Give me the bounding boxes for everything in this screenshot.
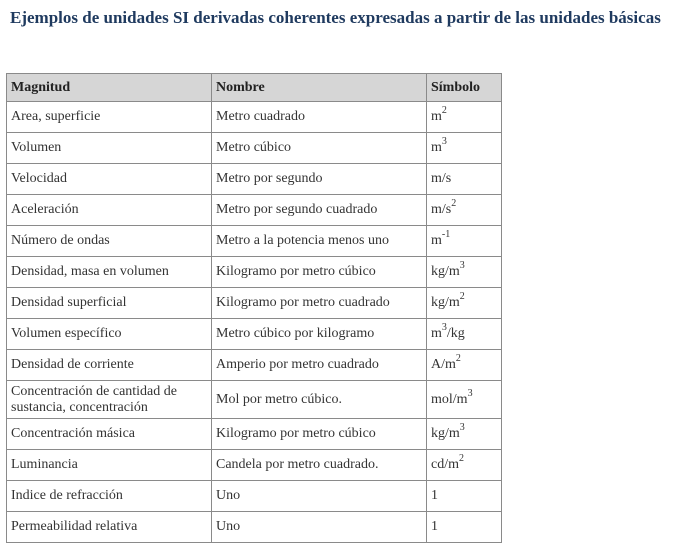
symbol-base: kg/m bbox=[431, 295, 460, 310]
symbol-exponent: 2 bbox=[451, 198, 457, 210]
table-header-row bbox=[7, 74, 502, 102]
table-row bbox=[7, 133, 502, 164]
cell-nombre: Candela por metro cuadrado. bbox=[212, 450, 427, 481]
symbol-base: kg/m bbox=[431, 426, 460, 441]
cell-magnitud: Densidad superficial bbox=[7, 288, 212, 319]
cell-nombre: Mol por metro cúbico. bbox=[212, 381, 427, 419]
cell-simbolo bbox=[427, 226, 502, 257]
symbol-exponent: 3 bbox=[459, 260, 465, 272]
symbol-exponent: 2 bbox=[459, 453, 464, 465]
cell-nombre: Metro a la potencia menos uno bbox=[212, 226, 427, 257]
cell-simbolo bbox=[427, 195, 502, 226]
cell-magnitud: Permeabilidad relativa bbox=[7, 512, 212, 543]
cell-simbolo bbox=[427, 102, 502, 133]
cell-nombre: Kilogramo por metro cúbico bbox=[212, 257, 427, 288]
cell-magnitud: Velocidad bbox=[7, 164, 212, 195]
symbol-base: A/m bbox=[431, 357, 456, 372]
cell-nombre: Kilogramo por metro cúbico bbox=[212, 419, 427, 450]
cell-magnitud: Luminancia bbox=[7, 450, 212, 481]
symbol-base: 1 bbox=[431, 488, 438, 503]
symbol-exponent: 3 bbox=[467, 387, 473, 399]
cell-magnitud: Concentración másica bbox=[7, 419, 212, 450]
symbol-base: m bbox=[431, 109, 442, 124]
cell-simbolo bbox=[427, 257, 502, 288]
cell-nombre: Kilogramo por metro cuadrado bbox=[212, 288, 427, 319]
cell-nombre: Metro por segundo cuadrado bbox=[212, 195, 427, 226]
table-row bbox=[7, 164, 502, 195]
cell-magnitud: Densidad de corriente bbox=[7, 350, 212, 381]
header-magnitud: Magnitud bbox=[7, 74, 212, 102]
table-row bbox=[7, 257, 502, 288]
symbol-base: m bbox=[431, 233, 442, 248]
cell-simbolo bbox=[427, 481, 502, 512]
symbol-exponent: 2 bbox=[455, 353, 461, 365]
cell-simbolo bbox=[427, 288, 502, 319]
table-row bbox=[7, 350, 502, 381]
symbol-exponent: 3 bbox=[459, 422, 465, 434]
table-row bbox=[7, 102, 502, 133]
symbol-exponent: -1 bbox=[441, 229, 451, 241]
cell-nombre: Uno bbox=[212, 512, 427, 543]
symbol-exponent: 2 bbox=[441, 105, 447, 117]
cell-magnitud: Volumen bbox=[7, 133, 212, 164]
table-row bbox=[7, 319, 502, 350]
cell-simbolo bbox=[427, 319, 502, 350]
cell-nombre: Metro cuadrado bbox=[212, 102, 427, 133]
cell-magnitud: Aceleración bbox=[7, 195, 212, 226]
table-row bbox=[7, 450, 502, 481]
symbol-exponent: 3 bbox=[441, 322, 447, 334]
cell-magnitud: Volumen específico bbox=[7, 319, 212, 350]
table-row bbox=[7, 288, 502, 319]
cell-simbolo bbox=[427, 419, 502, 450]
cell-nombre: Metro cúbico bbox=[212, 133, 427, 164]
table-row bbox=[7, 481, 502, 512]
cell-magnitud: Concentración de cantidad de sustancia, concentración bbox=[7, 381, 212, 419]
cell-nombre: Amperio por metro cuadrado bbox=[212, 350, 427, 381]
cell-magnitud: Número de ondas bbox=[7, 226, 212, 257]
header-simbolo: Símbolo bbox=[427, 74, 502, 102]
symbol-exponent: 2 bbox=[459, 291, 465, 303]
cell-nombre: Metro cúbico por kilogramo bbox=[212, 319, 427, 350]
symbol-base: m/s bbox=[431, 202, 452, 217]
page-title: Ejemplos de unidades SI derivadas coherentes expresadas a partir de las unidades básicas bbox=[10, 8, 661, 27]
cell-nombre: Uno bbox=[212, 481, 427, 512]
cell-simbolo bbox=[427, 164, 502, 195]
cell-simbolo bbox=[427, 350, 502, 381]
table-row bbox=[7, 226, 502, 257]
table-row bbox=[7, 419, 502, 450]
cell-nombre: Metro por segundo bbox=[212, 164, 427, 195]
cell-simbolo bbox=[427, 450, 502, 481]
table-row bbox=[7, 512, 502, 543]
table-row bbox=[7, 195, 502, 226]
cell-simbolo bbox=[427, 381, 502, 419]
cell-magnitud: Area, superficie bbox=[7, 102, 212, 133]
symbol-base: m bbox=[431, 326, 442, 341]
symbol-tail: /kg bbox=[446, 326, 465, 341]
symbol-base: m/s bbox=[431, 171, 452, 186]
cell-magnitud: Densidad, masa en volumen bbox=[7, 257, 212, 288]
symbol-base: cd/m bbox=[431, 457, 459, 472]
symbol-base: m bbox=[431, 140, 442, 155]
cell-simbolo bbox=[427, 133, 502, 164]
symbol-exponent: 3 bbox=[441, 136, 447, 148]
symbol-base: mol/m bbox=[431, 391, 468, 407]
table-row bbox=[7, 381, 502, 419]
cell-simbolo bbox=[427, 512, 502, 543]
symbol-base: 1 bbox=[431, 519, 438, 534]
symbol-base: kg/m bbox=[431, 264, 460, 279]
cell-magnitud: Indice de refracción bbox=[7, 481, 212, 512]
header-nombre: Nombre bbox=[212, 74, 427, 102]
si-units-table bbox=[6, 73, 502, 543]
